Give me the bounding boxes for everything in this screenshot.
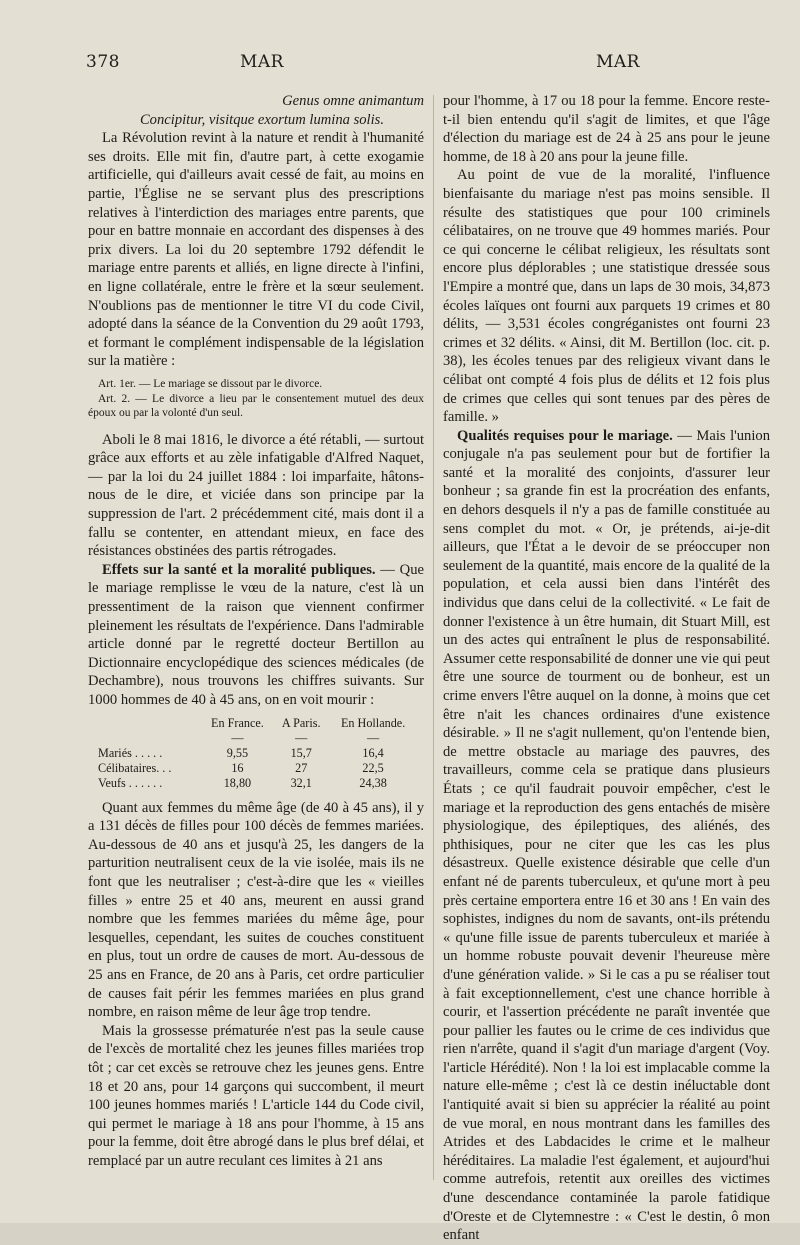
cell-hollande: 22,5 — [362, 760, 384, 775]
page-number: 378 — [86, 52, 120, 72]
mortality-table — [98, 716, 418, 791]
law-articles — [88, 377, 424, 421]
paragraph — [88, 561, 424, 710]
verse-line-1: Genus omne animantum — [282, 93, 424, 109]
table-dash-row — [98, 731, 418, 746]
cell-paris: 27 — [295, 760, 308, 775]
paragraph — [443, 427, 770, 1245]
cell-france: 16 — [231, 760, 244, 775]
section-text: — Que le mariage remplisse le vœu de la nature, c'est là un pressentiment de la raison que viennent confirmer pleinement les résultats de l'expérience. Dans l'admirable article donné par le regretté docteur Bertillon au Dictionnaire encyclopédique des sciences médicales (de Dechambre), nous trouvons les chiffres suivants. Sur 1000 hommes de 40 à 45 ans, on en voit mourir : — [88, 561, 424, 708]
cell-france: 18,80 — [223, 775, 252, 790]
section-text: — Mais l'union conjugale n'a pas seulement pour but de fortifier la santé et la moralité des conjoints, d'assurer leur bonheur ; sa grande fin est la procréation des enfants, en dehors desquels il n'y a pas de famille constituée au sens complet du mot. « Or, je prétends, ai-je-dit ailleurs, que l'État a le devoir de se préoccuper non seulement de la quantité, mais encore de la qualité de la population, et cela aussi bien dans l'intérêt des individus que dans celui de la collectivité. « Le fait de donner l'existence à un être humain, dit Stuart Mill, est un des actes qui entraînent le plus de responsabilité. Assumer cette responsabilité de donner une vie qui peut être une source de tourment ou de bonheur, est un crime envers l'être auquel on la donne, à moins que cet être n'ait les chances ordinaires d'une existence désirable. » Il ne s'agit nullement, qu'on l'entende bien, de mettre obstacle au mariage des pauvres, des travailleurs, comme cela se pratique dans plusieurs États ; ce qu'il faudrait pouvoir empêcher, c'est le mariage et la reproduction des gens entachés de misère physiologique, des épileptiques, des aliénés, des phthisiques, pour ne citer que les cas les plus désastreux. Quelle existence désirable que celle d'un enfant né de parents tuberculeux, et qu'une mort à peu près certaine emportera entre 16 et 30 ans ! En vain des sophistes, indignes du nom de savants, ont-ils prétendu « qu'une fille issue de parents tuberculeux et mariée à un homme robuste pouvait devenir l'heureuse mère d'une génération valide. » Si le cas a pu se réaliser tout à fait exceptionnellement, c'est une chance horrible à courir, et l'assertion précédente ne paraît inventée que pour pallier les fautes ou le crime de ces individus que rien n'arrête, quand il s'agit d'un mariage d'argent (Voy. l'article Hérédité). Non ! la loi est implacable comme la nature elle-même ; c'est là ce destin inéluctable dont l'antiquité avait si bien su apprécier la réalité au point de vue moral, en nous montrant dans les familles des Atrides et des Labdacides le crime et le malheur héréditaires. La maladie l'est également, et aujourd'hui comme autrefois, retentit aux oreilles des victimes d'une descendance contaminée la parole fatidique d'Oreste et de Clytemnestre : « C'est le destin, ô mon enfant — [443, 427, 771, 1244]
cell-hollande: 24,38 — [359, 775, 387, 790]
table-header-row — [98, 716, 418, 731]
row-label: Célibataires. . . — [98, 760, 172, 775]
section-heading: Effets sur la santé et la moralité publiques. — [102, 561, 376, 578]
row-label: Mariés . . . . . — [98, 745, 163, 760]
cell-france: 9,55 — [226, 745, 249, 760]
dash: — — [231, 730, 244, 745]
left-column — [88, 92, 424, 1170]
paragraph: pour l'homme, à 17 ou 18 pour la femme. Encore reste-t-il bien entendu qu'il s'agit de limites, et que l'âge d'élection du mariage est de 24 à 25 ans pour le jeune homme, de 18 à 20 ans pour la jeune fille. — [443, 93, 770, 165]
article-1: Art. 1er. — Le mariage se dissout par le divorce. — [98, 377, 323, 390]
paragraph: Quant aux femmes du même âge (de 40 à 45 ans), il y a 131 décès de filles pour 100 décès de femmes mariées. Au-dessous de 40 ans et jusqu'à 25, les dangers de la parturition neutralisent ceux de la vie isolée, mais ils ne font que les neutraliser ; c'est-à-dire que les « vieilles filles » entre 25 et 40 ans, meurent en aussi grand nombre que les femmes mariées du même âge, pour lesquelles, cependant, les suites de couches constituent en plus, tout un ordre de causes de mort. Au-dessous de 25 ans en France, de 20 ans à Paris, cet ordre particulier de causes fait périr les femmes mariées en plus grand nombre, en raison même de leur âge trop tendre. — [88, 799, 424, 1021]
right-running-title: MAR — [596, 52, 640, 72]
paragraph: Aboli le 8 mai 1816, le divorce a été rétabli, — surtout grâce aux efforts et au zèle infatigable d'Alfred Naquet, — par la loi du 24 juillet 1884 : loi imparfaite, hâtons-nous de le dire, et viciée dans son principe par la suppression de l'art. 2 précédemment cité, mais dont il a fallu se contenter, en attendant mieux, en face des résistances obstinées des partis rétrogades. — [88, 431, 424, 560]
verse-line-2: Concipitur, visitque exortum lumina solis. — [139, 111, 384, 128]
table-header: A Paris. — [281, 715, 321, 730]
dash: — — [367, 730, 380, 745]
table-header: En Hollande. — [340, 715, 406, 730]
paragraph: Au point de vue de la moralité, l'influence bienfaisante du mariage n'est pas moins sensible. Il résulte des statistiques que pour 100 criminels célibataires, on ne trouve que 49 hommes mariés. Pour ce qui concerne le célibat religieux, les résultats sont encore plus déplorables ; une statistique dressée sous l'Empire a montré que, dans un laps de 30 mois, 34,873 écoles laïques ont fourni aux parquets 19 crimes et 80 délits, — 3,531 écoles congréganistes ont fourni 23 crimes et 32 délits. « Ainsi, dit M. Bertillon (loc. cit. p. 38), les écoles tenues par des religieux vivant dans le célibat ont compté 4 fois plus de délits et 12 fois plus de crimes que celles qui sont tenues par des pères de famille. » — [443, 167, 770, 426]
column-divider — [433, 95, 434, 1180]
page-footer-smudge — [470, 1196, 770, 1206]
dash: — — [295, 730, 308, 745]
table-row — [98, 746, 418, 761]
paragraph: Mais la grossesse prématurée n'est pas la seule cause de l'excès de mortalité chez les jeunes filles mariées trop tôt ; car cet excès se retrouve chez les jeunes gens. Entre 18 et 20 ans, pour 14 garçons qui succombent, il meurt 100 jeunes hommes mariés ! L'article 144 du Code civil, qui permet le mariage à 18 ans pour l'homme, à 15 ans pour la femme, doit être abrogé dans le plus bref délai, et remplacé par un autre reculant ces limites à 21 ans — [88, 1022, 424, 1169]
table-header: En France. — [211, 715, 264, 730]
table-header — [98, 716, 201, 731]
cell-hollande: 16,4 — [362, 745, 384, 760]
cell-paris: 15,7 — [290, 745, 312, 760]
row-label: Veufs . . . . . . — [98, 775, 163, 790]
section-heading: Qualités requises pour le mariage. — [457, 427, 673, 444]
right-column — [443, 92, 770, 1245]
article-2: Art. 2. — Le divorce a lieu par le consentement mutuel des deux époux ou par la volonté d'un seul. — [88, 392, 424, 420]
left-running-title: MAR — [240, 52, 284, 72]
cell-paris: 32,1 — [290, 775, 312, 790]
paragraph: La Révolution revint à la nature et rendit à l'humanité ses droits. Elle mit fin, d'autre part, à cette exogamie artificielle, qui d'ailleurs avait cessé de fait, au moins en partie, l'Église ne se servant plus des prescriptions relatives à l'interdiction des mariages entre parents, que pour en battre monnaie en accordant des dispenses à des prix divers. La loi du 20 septembre 1792 défendit le mariage entre parents et alliés, en ligne directe à l'infini, en ligne collatérale, entre le frère et la sœur seulement. N'oublions pas de mentionner le titre VI du code Civil, adopté dans la séance de la Convention du 29 août 1793, et formant le complément indispensable de la législation sur la matière : — [88, 130, 424, 370]
table-row — [98, 776, 418, 791]
running-header — [0, 52, 800, 82]
table-row — [98, 761, 418, 776]
